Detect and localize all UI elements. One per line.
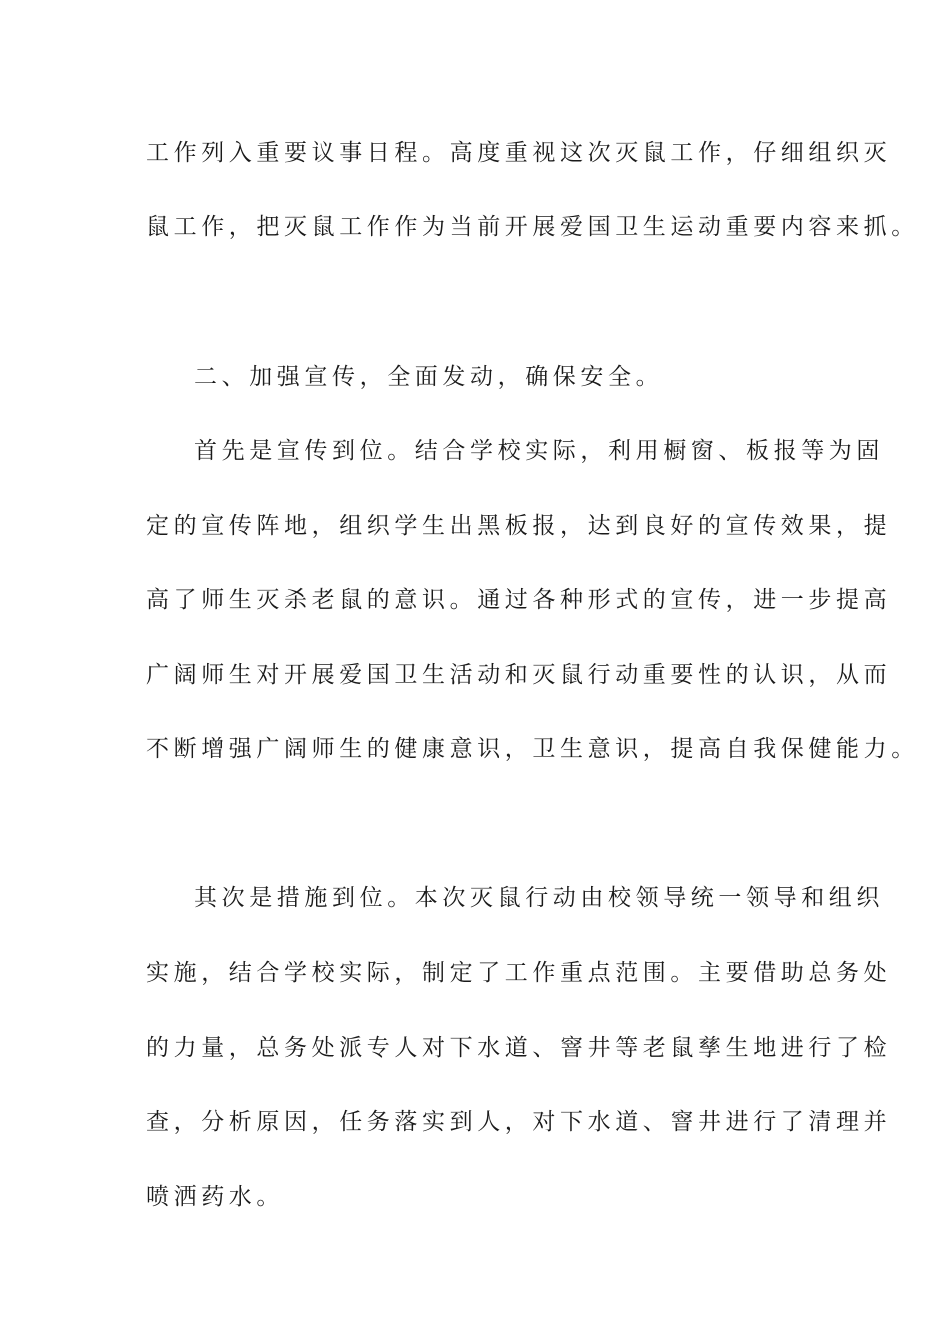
- paragraph-line: 鼠工作，把灭鼠工作作为当前开展爱国卫生运动重要内容来抓。: [146, 214, 919, 240]
- paragraph-line: 工作列入重要议事日程。高度重视这次灭鼠工作，仔细组织灭: [146, 140, 892, 166]
- paragraph-line: 查，分析原因，任务落实到人，对下水道、窨井进行了清理并: [146, 1109, 892, 1135]
- section-heading: 二、加强宣传，全面发动，确保安全。: [194, 364, 664, 390]
- paragraph-line: 广阔师生对开展爱国卫生活动和灭鼠行动重要性的认识，从而: [146, 662, 892, 688]
- paragraph-line: 高了师生灭杀老鼠的意识。通过各种形式的宣传，进一步提高: [146, 587, 892, 613]
- paragraph-line: 实施，结合学校实际，制定了工作重点范围。主要借助总务处: [146, 960, 892, 986]
- paragraph-line: 其次是措施到位。本次灭鼠行动由校领导统一领导和组织: [194, 885, 884, 911]
- paragraph-line: 喷洒药水。: [146, 1184, 284, 1210]
- paragraph-line: 的力量，总务处派专人对下水道、窨井等老鼠孳生地进行了检: [146, 1035, 892, 1061]
- paragraph-line: 定的宣传阵地，组织学生出黑板报，达到良好的宣传效果，提: [146, 513, 892, 539]
- paragraph-line: 首先是宣传到位。结合学校实际，利用橱窗、板报等为固: [194, 438, 884, 464]
- paragraph-line: 不断增强广阔师生的健康意识，卫生意识，提高自我保健能力。: [146, 736, 919, 762]
